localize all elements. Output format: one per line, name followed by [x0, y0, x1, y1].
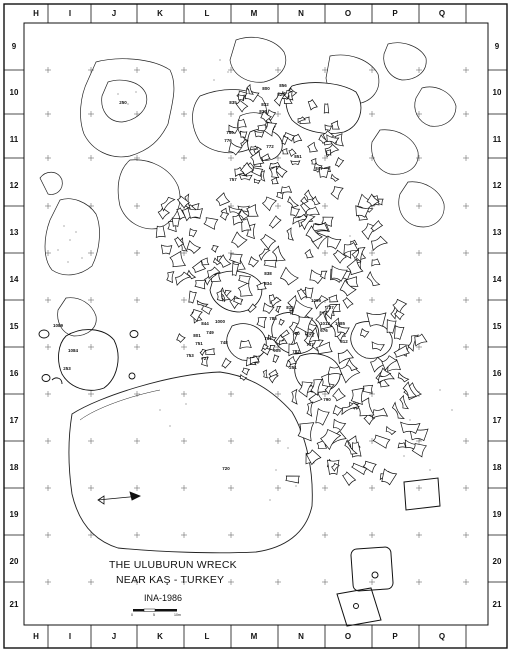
ingot-shape [398, 443, 406, 448]
ingot-field [156, 85, 428, 486]
ingot-shape [351, 462, 367, 474]
artifact-label-780: 780 [292, 331, 300, 336]
ingot-shape [188, 229, 196, 237]
row-number-16: 16 [9, 369, 19, 378]
artifact-label-1085: 1085 [334, 321, 346, 326]
artifact-label-776: 776 [224, 138, 232, 143]
ingot-shape [386, 320, 397, 334]
artifact-label-1084: 1084 [67, 348, 79, 353]
ingot-shape [271, 178, 278, 185]
ingot-shape [281, 136, 288, 145]
ingot-shape [298, 421, 314, 441]
ingot-shape [328, 367, 342, 375]
scale-label-10m: 10m [174, 613, 181, 617]
artifact-label-790: 790 [323, 397, 331, 402]
col-letter-k: K [157, 632, 163, 641]
ingot-shape [282, 149, 288, 155]
row-number-12: 12 [492, 181, 502, 190]
ingot-shape [229, 252, 242, 263]
ingot-shape [259, 233, 275, 249]
ingot-shape [292, 134, 302, 143]
artifact-label-676: 676 [320, 328, 328, 333]
artifact-label-747: 747 [306, 342, 314, 347]
artifact-label-823: 823 [259, 109, 267, 114]
ingot-shape [331, 419, 345, 431]
ingot-shape [326, 150, 331, 155]
ingot-shape [396, 373, 408, 383]
ingot-shape [167, 271, 174, 283]
artifact-label-815: 815 [286, 305, 294, 310]
ingot-shape [371, 259, 380, 266]
ingot-shape [289, 207, 299, 217]
title-block [109, 559, 237, 603]
ingot-shape [211, 244, 218, 252]
row-number-15: 15 [492, 322, 502, 331]
artifact-label-856: 856 [279, 83, 287, 88]
ingot-shape [257, 316, 267, 328]
ingot-shape [330, 174, 339, 182]
ingot-shape [264, 259, 276, 267]
col-letter-h: H [33, 9, 39, 18]
row-number-12: 12 [9, 181, 19, 190]
ingot-shape [237, 119, 246, 128]
col-letter-i: I [68, 632, 72, 641]
row-number-17: 17 [492, 416, 502, 425]
ingot-shape [215, 193, 229, 207]
col-letter-l: L [204, 632, 210, 641]
ingot-shape [240, 131, 247, 138]
artifact-label-1000: 1000 [214, 319, 226, 324]
rock-slab [69, 372, 312, 553]
row-number-10: 10 [492, 88, 502, 97]
ingot-shape [369, 235, 387, 250]
ingot-shape [373, 434, 390, 449]
col-letter-j: J [111, 632, 117, 641]
ingot-shape [230, 232, 247, 249]
scale-label-5: 5 [153, 613, 155, 617]
artifact-label-253: 253 [63, 366, 71, 371]
row-number-14: 14 [9, 275, 19, 284]
ingot-shape [261, 195, 276, 210]
artifact-label-1013: 1013 [319, 321, 331, 326]
ingot-shape [366, 272, 380, 288]
artifact-label-756: 756 [226, 130, 234, 135]
ingot-shape [334, 158, 343, 168]
artifact-label-772: 772 [266, 144, 274, 149]
ingot-shape [205, 349, 215, 356]
col-letter-k: K [157, 9, 163, 18]
ingot-shape [203, 216, 217, 229]
row-number-17: 17 [9, 416, 19, 425]
ingot-shape [367, 313, 386, 326]
ingot-shape [314, 409, 329, 426]
artifact-label-673: 673 [306, 333, 314, 338]
map-credit: INA-1986 [144, 593, 183, 603]
artifact-label-1095: 1095 [310, 298, 322, 303]
col-letter-o: O [344, 632, 352, 641]
ingot-shape [341, 471, 355, 485]
column-letters-bottom [33, 632, 445, 641]
ingot-shape [304, 249, 313, 259]
row-numbers-right [493, 42, 502, 609]
artifact-label-757: 757 [229, 177, 237, 182]
row-number-10: 10 [9, 88, 19, 97]
ingot-shape [332, 405, 342, 416]
ingot-shape [329, 295, 338, 303]
ingot-shape [239, 375, 246, 381]
artifact-label-250: 250 [119, 100, 127, 105]
row-number-20: 20 [9, 557, 19, 566]
artifact-label-801: 801 [193, 333, 201, 338]
row-number-9: 9 [494, 42, 500, 51]
ingot-shape [238, 95, 245, 101]
ingot-shape [268, 216, 280, 229]
ingot-shape [253, 179, 260, 184]
row-number-13: 13 [9, 228, 19, 237]
artifact-label-727: 727 [201, 356, 209, 361]
artifact-label-737: 737 [326, 305, 334, 310]
artifact-label-251: 251 [289, 365, 297, 370]
map-subtitle: NEAR KAŞ - TURKEY [116, 574, 225, 586]
row-number-18: 18 [492, 463, 502, 472]
col-letter-o: O [344, 9, 352, 18]
ingot-shape [280, 186, 291, 194]
pithos-cluster-left [39, 330, 138, 391]
col-letter-q: Q [438, 9, 446, 18]
col-letter-m: M [250, 632, 258, 641]
ingot-shape [227, 142, 242, 156]
row-number-19: 19 [492, 510, 502, 519]
ingot-shape [391, 402, 404, 420]
col-letter-h: H [33, 632, 39, 641]
ingot-shape [188, 209, 202, 219]
ingot-shape [172, 218, 179, 227]
ingot-shape [385, 427, 396, 436]
col-letter-j: J [111, 9, 117, 18]
col-letter-q: Q [438, 632, 446, 641]
artifact-label-829: 829 [277, 92, 285, 97]
row-number-16: 16 [492, 369, 502, 378]
row-number-15: 15 [9, 322, 19, 331]
ingot-shape [258, 247, 270, 260]
row-number-19: 19 [9, 510, 19, 519]
ingot-shape [195, 279, 206, 289]
ingot-shape [330, 185, 343, 200]
ingot-shape [185, 241, 200, 255]
artifact-label-905: 905 [273, 348, 281, 353]
ingot-shape [275, 305, 280, 312]
ingot-shape [221, 358, 231, 369]
ingot-shape [242, 367, 250, 375]
artifact-label-847: 847 [315, 166, 323, 171]
row-number-11: 11 [9, 135, 19, 144]
col-letter-l: L [204, 9, 210, 18]
ingot-shape [332, 388, 346, 402]
ingot-shape [254, 131, 263, 137]
artifact-label-851: 851 [294, 154, 302, 159]
ingot-shape [161, 245, 172, 254]
col-letter-n: N [298, 9, 304, 18]
artifact-label-800: 800 [262, 86, 270, 91]
artifact-label-844: 844 [201, 321, 209, 326]
scale-bar [131, 609, 181, 617]
ingot-shape [307, 402, 313, 416]
col-letter-p: P [392, 632, 398, 641]
ingot-shape [201, 305, 212, 315]
ingot-shape [287, 228, 294, 241]
artifact-label-838: 838 [264, 271, 272, 276]
col-letter-p: P [392, 9, 398, 18]
ingot-shape [263, 370, 267, 378]
row-number-11: 11 [492, 135, 502, 144]
artifact-label-749: 749 [206, 330, 214, 335]
artifact-label-835: 835 [229, 100, 237, 105]
artifact-label-782: 782 [292, 349, 300, 354]
artifact-label-785: 785 [269, 316, 277, 321]
col-letter-n: N [298, 632, 304, 641]
ingot-shape [342, 297, 353, 308]
artifact-label-834: 834 [264, 281, 272, 286]
artifact-label-751: 751 [195, 341, 203, 346]
ingot-shape [247, 257, 258, 268]
ingot-shape [363, 385, 373, 393]
artifact-label-720: 720 [222, 466, 230, 471]
ingot-shape [351, 387, 363, 404]
ingot-shape [188, 291, 197, 303]
col-letter-m: M [250, 9, 258, 18]
artifact-label-748: 748 [220, 340, 228, 345]
ingot-shape [251, 167, 262, 177]
ingot-shape [288, 91, 293, 100]
ingot-shape [235, 99, 248, 112]
ingot-shape [220, 211, 229, 220]
row-number-18: 18 [9, 463, 19, 472]
ingot-shape [156, 226, 166, 238]
artifact-label-832: 832 [261, 102, 269, 107]
ingot-shape [325, 236, 340, 250]
ingot-shape [371, 408, 387, 418]
ingot-shape [399, 396, 408, 411]
row-number-14: 14 [492, 275, 502, 284]
ingot-shape [176, 334, 185, 343]
ingot-shape [291, 161, 300, 165]
row-number-9: 9 [11, 42, 17, 51]
ingot-shape [169, 251, 185, 269]
ingot-shape [278, 267, 298, 286]
artifact-label-753: 753 [186, 353, 194, 358]
loose-slabs [337, 478, 440, 626]
row-number-13: 13 [492, 228, 502, 237]
ingot-shape [324, 104, 329, 113]
row-number-20: 20 [492, 557, 502, 566]
row-number-21: 21 [9, 600, 19, 609]
artifact-label-761: 761 [264, 336, 272, 341]
scale-label-0: 0 [131, 613, 133, 617]
map-frame [4, 4, 507, 648]
artifact-labels [53, 83, 348, 471]
ingot-shape [200, 348, 206, 355]
artifact-label-1089: 1089 [52, 323, 64, 328]
ingot-shape [272, 355, 278, 363]
ingot-shape [292, 390, 297, 405]
ingot-shape [159, 195, 174, 210]
ingot-shape [307, 142, 317, 153]
artifact-label-812: 812 [340, 339, 348, 344]
map-title: THE ULUBURUN WRECK [109, 559, 237, 571]
row-numbers-left [10, 42, 19, 609]
col-letter-i: I [68, 9, 72, 18]
ingot-shape [201, 258, 209, 266]
north-arrow [98, 492, 140, 504]
column-letters-top [33, 9, 445, 18]
row-number-21: 21 [492, 600, 502, 609]
ingot-shape [286, 475, 300, 483]
